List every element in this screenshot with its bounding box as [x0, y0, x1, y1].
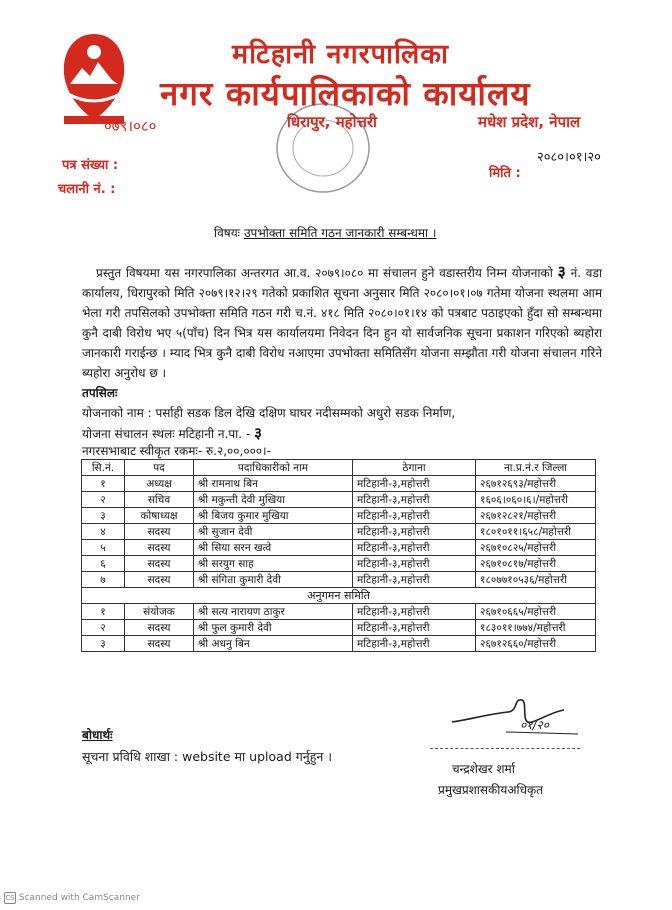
col-sn: सि.नं.: [82, 460, 125, 476]
cell-name: श्री बिजय कुमार मुखिया: [194, 508, 353, 524]
body-text-1: प्रस्तुत विषयमा यस नगरपालिका अन्तरगत आ.व. २०७९।०८० मा संचालन हुने वडास्तरीय निम्न योजनाको: [96, 266, 553, 280]
approved-amount: नगरसभाबाट स्वीकृत रकमः- रु.२,००,०००।-: [82, 444, 271, 458]
col-position: पद: [125, 460, 194, 476]
cell-address: मटिहानी-३,महोत्तरी: [353, 604, 476, 620]
letter-number-label: पत्र संख्या :: [62, 158, 119, 173]
cell-name: श्री अधनु बिन: [194, 636, 353, 652]
cell-name: श्री रामनाथ बिन: [194, 476, 353, 492]
date-value: २०८०।०१।२०: [537, 150, 601, 165]
subject-text: उपभोक्ता समिति गठन जानकारी सम्बन्धमा ।: [243, 226, 437, 240]
committee-table: [81, 459, 596, 652]
table-row: [82, 492, 596, 508]
cell-address: मटिहानी-३,महोत्तरी: [353, 524, 476, 540]
cell-position: सदस्य: [125, 556, 194, 572]
body-paragraph: [82, 262, 602, 383]
province: मधेश प्रदेश, नेपाल: [478, 113, 581, 131]
cell-citizenship: २६७१२८२१/महोत्तरी: [476, 508, 596, 524]
cell-position: सदस्य: [125, 524, 194, 540]
municipality-name: मटिहानी नगरपालिका: [232, 39, 450, 70]
date-label: मिति :: [489, 166, 521, 181]
subject-line: [214, 224, 436, 241]
col-name: पदाधिकारीको नाम: [194, 460, 353, 476]
cell-sn: २: [82, 620, 125, 636]
cell-position: सचिव: [125, 492, 194, 508]
cell-citizenship: २६७१०६६५/महोत्तरी: [476, 604, 596, 620]
cell-citizenship: १८३०११।७७४/महोत्तरी: [476, 620, 596, 636]
cell-citizenship: २६७१०८१७/महोत्तरी: [476, 556, 596, 572]
project-site-text: योजना संचालन स्थलः मटिहानी न.पा. -: [82, 427, 251, 441]
table-row: [82, 556, 596, 572]
signatory-name: चन्द्रशेखर शर्मा: [452, 762, 515, 776]
cell-address: मटिहानी-३,महोत्तरी: [353, 508, 476, 524]
cell-sn: १: [82, 476, 125, 492]
cell-citizenship: १८०७७१०५३६/महोत्तरी: [476, 572, 596, 588]
table-row: [82, 604, 596, 620]
scanner-footer: [4, 892, 140, 904]
handwritten-date: ०१/२०: [520, 718, 550, 732]
handwritten-signature: [448, 692, 588, 742]
col-citizenship: ना.प्र.नं.र जिल्ला: [476, 460, 596, 476]
cell-position: सदस्य: [125, 620, 194, 636]
signature-line: [430, 748, 580, 749]
signatory-title: प्रमुखप्रशासकीयअधिकृत: [438, 783, 544, 797]
cell-name: श्री संगिता कुमारी देवी: [194, 572, 353, 588]
cell-name: श्री सत्य नारायण ठाकुर: [194, 604, 353, 620]
notice-line: सूचना प्रविधि शाखा : website मा upload गर्नुहुन ।: [82, 749, 332, 764]
body-text-2: नं. वडा कार्यालय, धिरापुरको मिति २०७९।१२।२९ गतेको प्रकाशित सूचना अनुसार मिति २०८०।०१।०७ गतेमा योजना स्थलमा आम भेला गरी तपसिलको उपभोक्ता समिति गठन गरी च.नं. ४१८ मिति २०८०।०१।१४ को पत्रबाट पठाइएको हुँदा सो सम्बन्धमा कुनै दाबी विरोध भए ५(पाँच) दिन भित्र यस कार्यालयमा निवेदन दिन हुन यो सार्वजनिक सूचना प्रकाशन गरिएको ब्यहोरा जानकारी गराईन्छ । म्याद भित्र कुनै दाबी विरोध नआएमा उपभोक्ता समितिसँग योजना सम्झौता गरी योजना संचालन गरिने ब्यहोरा अनुरोध छ ।: [82, 266, 602, 380]
camscanner-icon: CS: [5, 894, 15, 902]
table-row: [82, 620, 596, 636]
cell-sn: ४: [82, 524, 125, 540]
cell-sn: १: [82, 604, 125, 620]
cell-sn: ६: [82, 556, 125, 572]
monitoring-heading-row: [82, 588, 596, 604]
cell-citizenship: २६७१०८२५/महोत्तरी: [476, 540, 596, 556]
cell-position: संयोजक: [125, 604, 194, 620]
nepal-emblem-logo: [54, 28, 134, 128]
office-name: नगर कार्यपालिकाको कार्यालय: [160, 74, 531, 113]
project-site: [82, 423, 262, 443]
notice-heading: बोधार्थः: [82, 728, 113, 742]
ward-number: ३: [557, 262, 566, 281]
cell-sn: २: [82, 492, 125, 508]
office-address: धिरापुर, महोत्तरी: [287, 113, 377, 131]
cell-position: अध्यक्ष: [125, 476, 194, 492]
project-name: योजनाको नाम : पर्साही सडक डिल देखि दक्षिण घाघर नदीसम्मको अधुरो सडक निर्माण,: [82, 406, 456, 420]
cell-address: मटिहानी-३,महोत्तरी: [353, 540, 476, 556]
cell-position: सदस्य: [125, 540, 194, 556]
cell-name: श्री सुजान देवी: [194, 524, 353, 540]
cell-citizenship: १६०६।०६०।६।/महोत्तरी: [476, 492, 596, 508]
cell-address: मटिहानी-३,महोत्तरी: [353, 636, 476, 652]
cell-name: श्री फुल कुमारी देवी: [194, 620, 353, 636]
table-row: [82, 572, 596, 588]
col-address: ठेगाना: [353, 460, 476, 476]
table-row: [82, 636, 596, 652]
project-site-ward: ३: [254, 424, 262, 442]
cell-address: मटिहानी-३,महोत्तरी: [353, 492, 476, 508]
cell-address: मटिहानी-३,महोत्तरी: [353, 572, 476, 588]
cell-citizenship: २६७१२६६०/महोत्तरी: [476, 636, 596, 652]
dispatch-number-label: चलानी नं. :: [58, 182, 116, 197]
cell-position: सदस्य: [125, 572, 194, 588]
cell-citizenship: २६७१२६९३/महोत्तरी: [476, 476, 596, 492]
table-header-row: [82, 460, 596, 476]
cell-sn: ७: [82, 572, 125, 588]
cell-address: मटिहानी-३,महोत्तरी: [353, 620, 476, 636]
cell-position: सदस्य: [125, 636, 194, 652]
cell-citizenship: १८०१०११।६५८/महोत्तरी: [476, 524, 596, 540]
cell-sn: ३: [82, 636, 125, 652]
table-row: [82, 524, 596, 540]
cell-name: श्री सिया सरन खत्वे: [194, 540, 353, 556]
cell-position: कोषाध्यक्ष: [125, 508, 194, 524]
details-heading: तपसिलः: [82, 386, 118, 400]
subject-label: विषयः: [214, 226, 241, 240]
cell-address: मटिहानी-३,महोत्तरी: [353, 556, 476, 572]
scanner-text: Scanned with CamScanner: [18, 893, 140, 903]
fiscal-year: ०७९।०८०: [104, 117, 157, 135]
office-stamp: [268, 98, 378, 198]
table-row: [82, 508, 596, 524]
cell-name: श्री मकुन्ती देवी मुखिया: [194, 492, 353, 508]
cell-sn: ३: [82, 508, 125, 524]
table-row: [82, 540, 596, 556]
monitoring-heading: अनुगमन समिति: [82, 588, 596, 604]
cell-address: मटिहानी-३,महोत्तरी: [353, 476, 476, 492]
cell-sn: ५: [82, 540, 125, 556]
cell-name: श्री सरयुग साह: [194, 556, 353, 572]
table-row: [82, 476, 596, 492]
